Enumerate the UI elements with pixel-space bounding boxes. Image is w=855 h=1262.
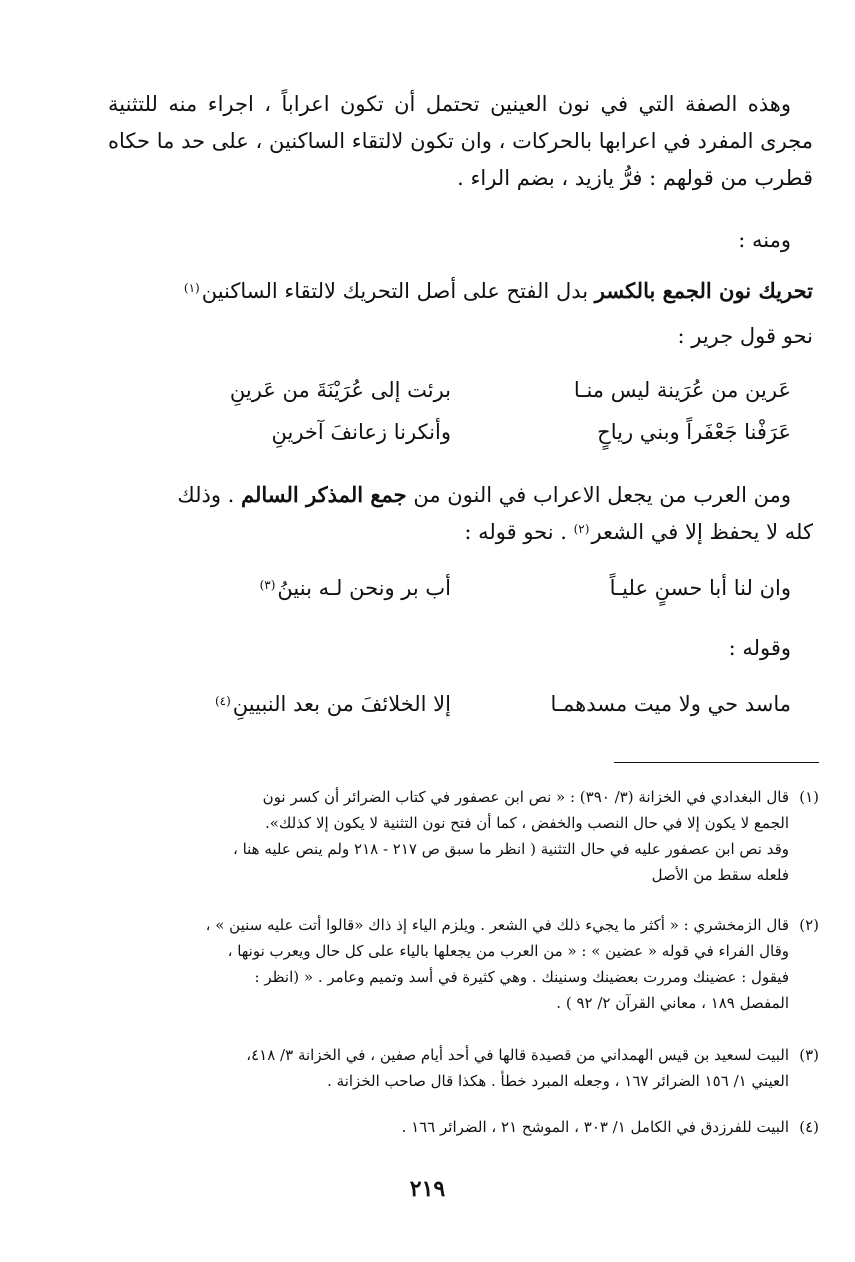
footnote-2-line: قال الزمخشري : « أكثر ما يجيء ذلك في الشعر . ويلزم الياء إذ ذاك «قالوا أتت عليه سنين » ، [205, 916, 789, 934]
paragraph-2-a: ومن العرب من يجعل الاعراب في النون من [406, 483, 791, 507]
heading-rest: بدل الفتح على أصل التحريك لالتقاء الساكنين [201, 279, 595, 303]
footnote-4-number: (٤) [799, 1118, 819, 1136]
verse-1-right: عَرين من عُرَينة ليس منـا [573, 378, 791, 402]
verse-3-left: أب بر ونحن لـه بنينُ [277, 576, 451, 600]
footnote-3-line: البيت لسعيد بن قيس الهمداني من قصيدة قالها في أحد أيام صفين ، في الخزانة ٣/ ٤١٨، [246, 1046, 789, 1064]
footnote-ref-2: (٢) [573, 522, 590, 536]
footnote-ref-3: (٣) [259, 578, 276, 592]
paragraph-2-line2-end: . نحو قوله : [464, 520, 574, 544]
verse-2-right: عَرَفْنا جَعْفَراً وبني رياحٍ [597, 420, 791, 444]
paragraph-2-line-2 [108, 520, 813, 544]
footnote-4 [109, 1114, 819, 1140]
footnote-1-number: (١) [799, 788, 819, 806]
waqawluh-label: وقوله : [728, 636, 791, 660]
footnote-2 [109, 912, 819, 1016]
minhu-label: ومنه : [738, 228, 791, 252]
verse-4 [151, 692, 791, 730]
verse-1 [151, 378, 791, 416]
footnote-1-line: فلعله سقط من الأصل [651, 866, 789, 884]
verse-3-left-wrap [260, 576, 451, 600]
paragraph-2-b: . وذلك [177, 483, 242, 507]
footnote-1 [109, 784, 819, 888]
footnote-2-line: المفصل ١٨٩ ، معاني القرآن ٢/ ٩٢ ) . [556, 994, 789, 1012]
footnote-ref-4: (٤) [214, 694, 231, 708]
footnote-ref-1: (١) [183, 281, 200, 295]
section-heading [108, 278, 813, 303]
footnote-1-line: الجمع لا يكون إلا في حال النصب والخفض ، كما أن فتح نون التثنية لا يكون إلا كذلك». [265, 814, 789, 832]
verse-3 [151, 576, 791, 614]
paragraph-2-bold: جمع المذكر السالم [241, 482, 407, 507]
footnote-1-line: قال البغدادي في الخزانة (٣/ ٣٩٠) : « نص ابن عصفور في كتاب الضرائر أن كسر نون [262, 788, 789, 806]
verse-4-left: إلا الخلائفَ من بعد النبيينِ [232, 692, 451, 716]
footnote-divider [614, 762, 819, 763]
paragraph-2-line2-text: كله لا يحفظ إلا في الشعر [591, 520, 813, 544]
verse-4-left-wrap [215, 692, 451, 716]
paragraph-1: وهذه الصفة التي في نون العينين تحتمل أن تكون اعراباً ، اجراء منه للتثنية مجرى المفرد في اعرابها بالحركات ، وان تكون لالتقاء الساكنين ، على حد ما حكاه قطرب من قولهم : فرُّ يازيد ، بضم الراء . [108, 92, 813, 190]
footnote-1-line: وقد نص ابن عصفور عليه في حال التثنية ( انظر ما سبق ص ٢١٧ - ٢١٨ ولم ينص عليه هنا ، [232, 840, 789, 858]
verse-2 [151, 420, 791, 458]
footnote-2-line: فيقول : عضينك ومررت بعضينك وسنينك . وهي كثيرة في أسد وتميم وعامر . « (انظر : [254, 968, 789, 986]
footnote-4-line: البيت للفرزدق في الكامل ١/ ٣٠٣ ، الموشح ٢١ ، الضرائر ١٦٦ . [401, 1118, 789, 1136]
footnote-3 [109, 1042, 819, 1094]
paragraph-2-line-1 [86, 482, 791, 507]
nahw-jarir: نحو قول جرير : [677, 324, 813, 348]
page-number: ٢١٩ [409, 1176, 446, 1202]
footnote-3-number: (٣) [799, 1046, 819, 1064]
heading-bold: تحريك نون الجمع بالكسر [594, 278, 813, 303]
verse-2-left: وأنكرنا زعانفَ آخرينِ [271, 420, 451, 444]
footnote-2-number: (٢) [799, 916, 819, 934]
verse-1-left: برئت إلى عُرَيْنَةَ من عَرينِ [229, 378, 451, 402]
footnote-3-line: العيني ١/ ١٥٦ الضرائر ١٦٧ ، وجعله المبرد خطأ . هكذا قال صاحب الخزانة . [327, 1072, 789, 1090]
footnote-2-line: وقال الفراء في قوله « عضين » : « من العرب من يجعلها بالياء على كل حال ويعرب نونها ، [227, 942, 789, 960]
verse-3-right: وان لنا أبا حسنٍ عليـاً [609, 576, 791, 600]
verse-4-right: ماسد حي ولا ميت مسدهمـا [550, 692, 791, 716]
